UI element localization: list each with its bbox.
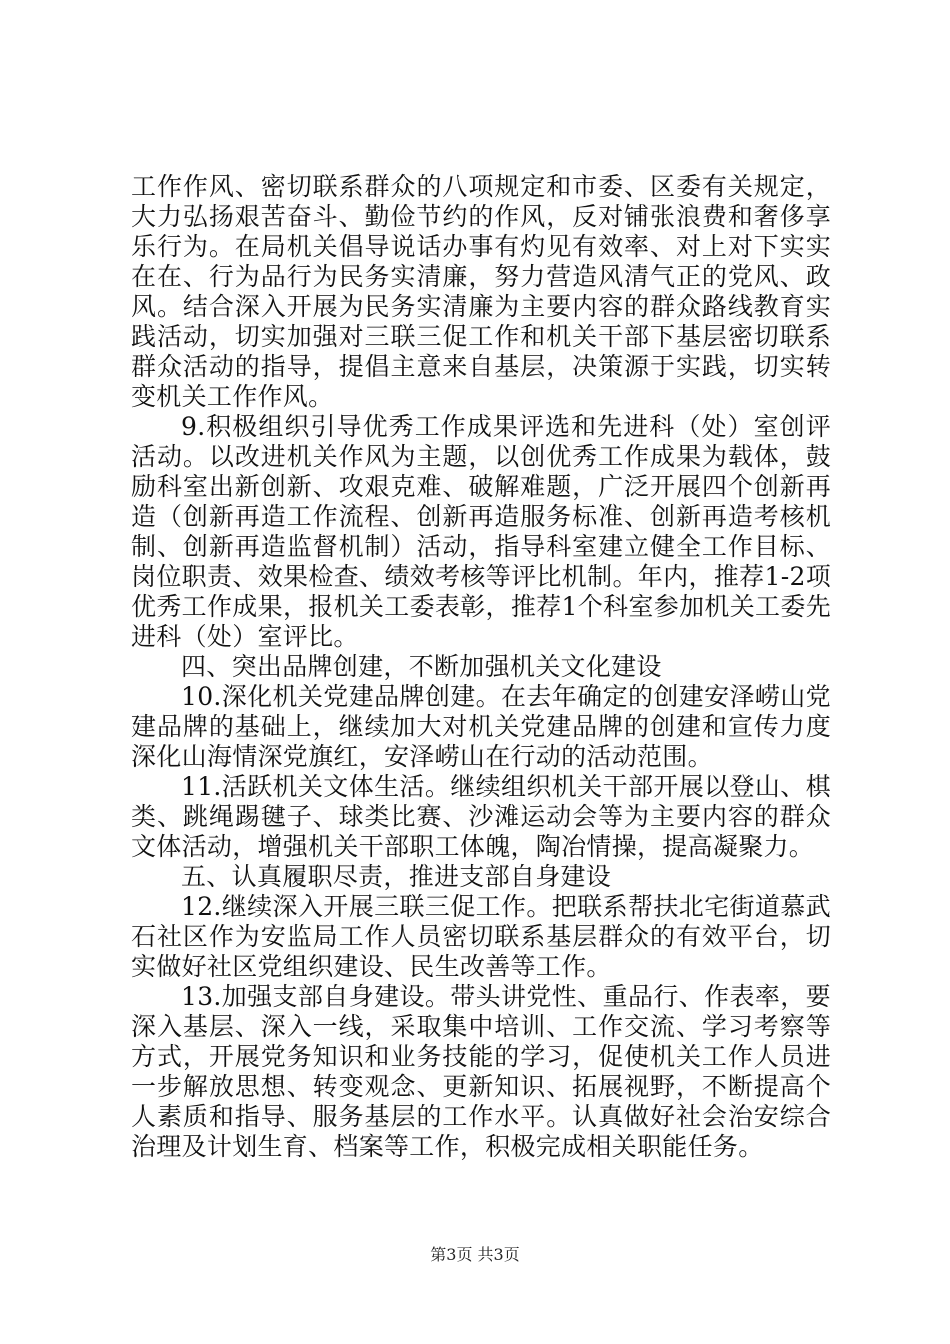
paragraph-item-11: 11.活跃机关文体生活。继续组织机关干部开展以登山、棋类、跳绳踢毽子、球类比赛、沙滩运动会等为主要内容的群众文体活动，增强机关干部职工体魄，陶冶情操，提高凝聚力。 <box>131 772 831 861</box>
document-body <box>131 172 831 1162</box>
paragraph-item-9: 9.积极组织引导优秀工作成果评选和先进科（处）室创评活动。以改进机关作风为主题，以创优秀工作成果为载体，鼓励科室出新创新、攻艰克难、破解难题，广泛开展四个创新再造（创新再造工作流程、创新再造服务标准、创新再造考核机制、创新再造监督机制）活动，指导科室建立健全工作目标、岗位职责、效果检查、绩效考核等评比机制。年内，推荐1-2项优秀工作成果，报机关工委表彰，推荐1个科室参加机关工委先进科（处）室评比。 <box>131 412 831 651</box>
paragraph-item-10: 10.深化机关党建品牌创建。在去年确定的创建安泽崂山党建品牌的基础上，继续加大对机关党建品牌的创建和宣传力度深化山海情深党旗红，安泽崂山在行动的活动范围。 <box>131 682 831 771</box>
paragraph-item-12: 12.继续深入开展三联三促工作。把联系帮扶北宅街道慕武石社区作为安监局工作人员密切联系基层群众的有效平台，切实做好社区党组织建设、民生改善等工作。 <box>131 892 831 981</box>
paragraph-item-13: 13.加强支部自身建设。带头讲党性、重品行、作表率，要深入基层、深入一线，采取集中培训、工作交流、学习考察等方式，开展党务知识和业务技能的学习，促使机关工作人员进一步解放思想、转变观念、更新知识、拓展视野，不断提高个人素质和指导、服务基层的工作水平。认真做好社会治安综合治理及计划生育、档案等工作，积极完成相关职能任务。 <box>131 982 831 1161</box>
page-number: 第3页 共3页 <box>430 1245 520 1264</box>
section-heading-5: 五、认真履职尽责，推进支部自身建设 <box>181 862 612 891</box>
paragraph-continued-work-style: 工作作风、密切联系群众的八项规定和市委、区委有关规定，大力弘扬艰苦奋斗、勤俭节约的作风，反对铺张浪费和奢侈享乐行为。在局机关倡导说话办事有灼见有效率、对上对下实实在在、行为品行为民务实清廉，努力营造风清气正的党风、政风。结合深入开展为民务实清廉为主要内容的群众路线教育实践活动，切实加强对三联三促工作和机关干部下基层密切联系群众活动的指导，提倡主意来自基层，决策源于实践，切实转变机关工作作风。 <box>131 172 831 411</box>
section-heading-4: 四、突出品牌创建，不断加强机关文化建设 <box>181 652 662 681</box>
